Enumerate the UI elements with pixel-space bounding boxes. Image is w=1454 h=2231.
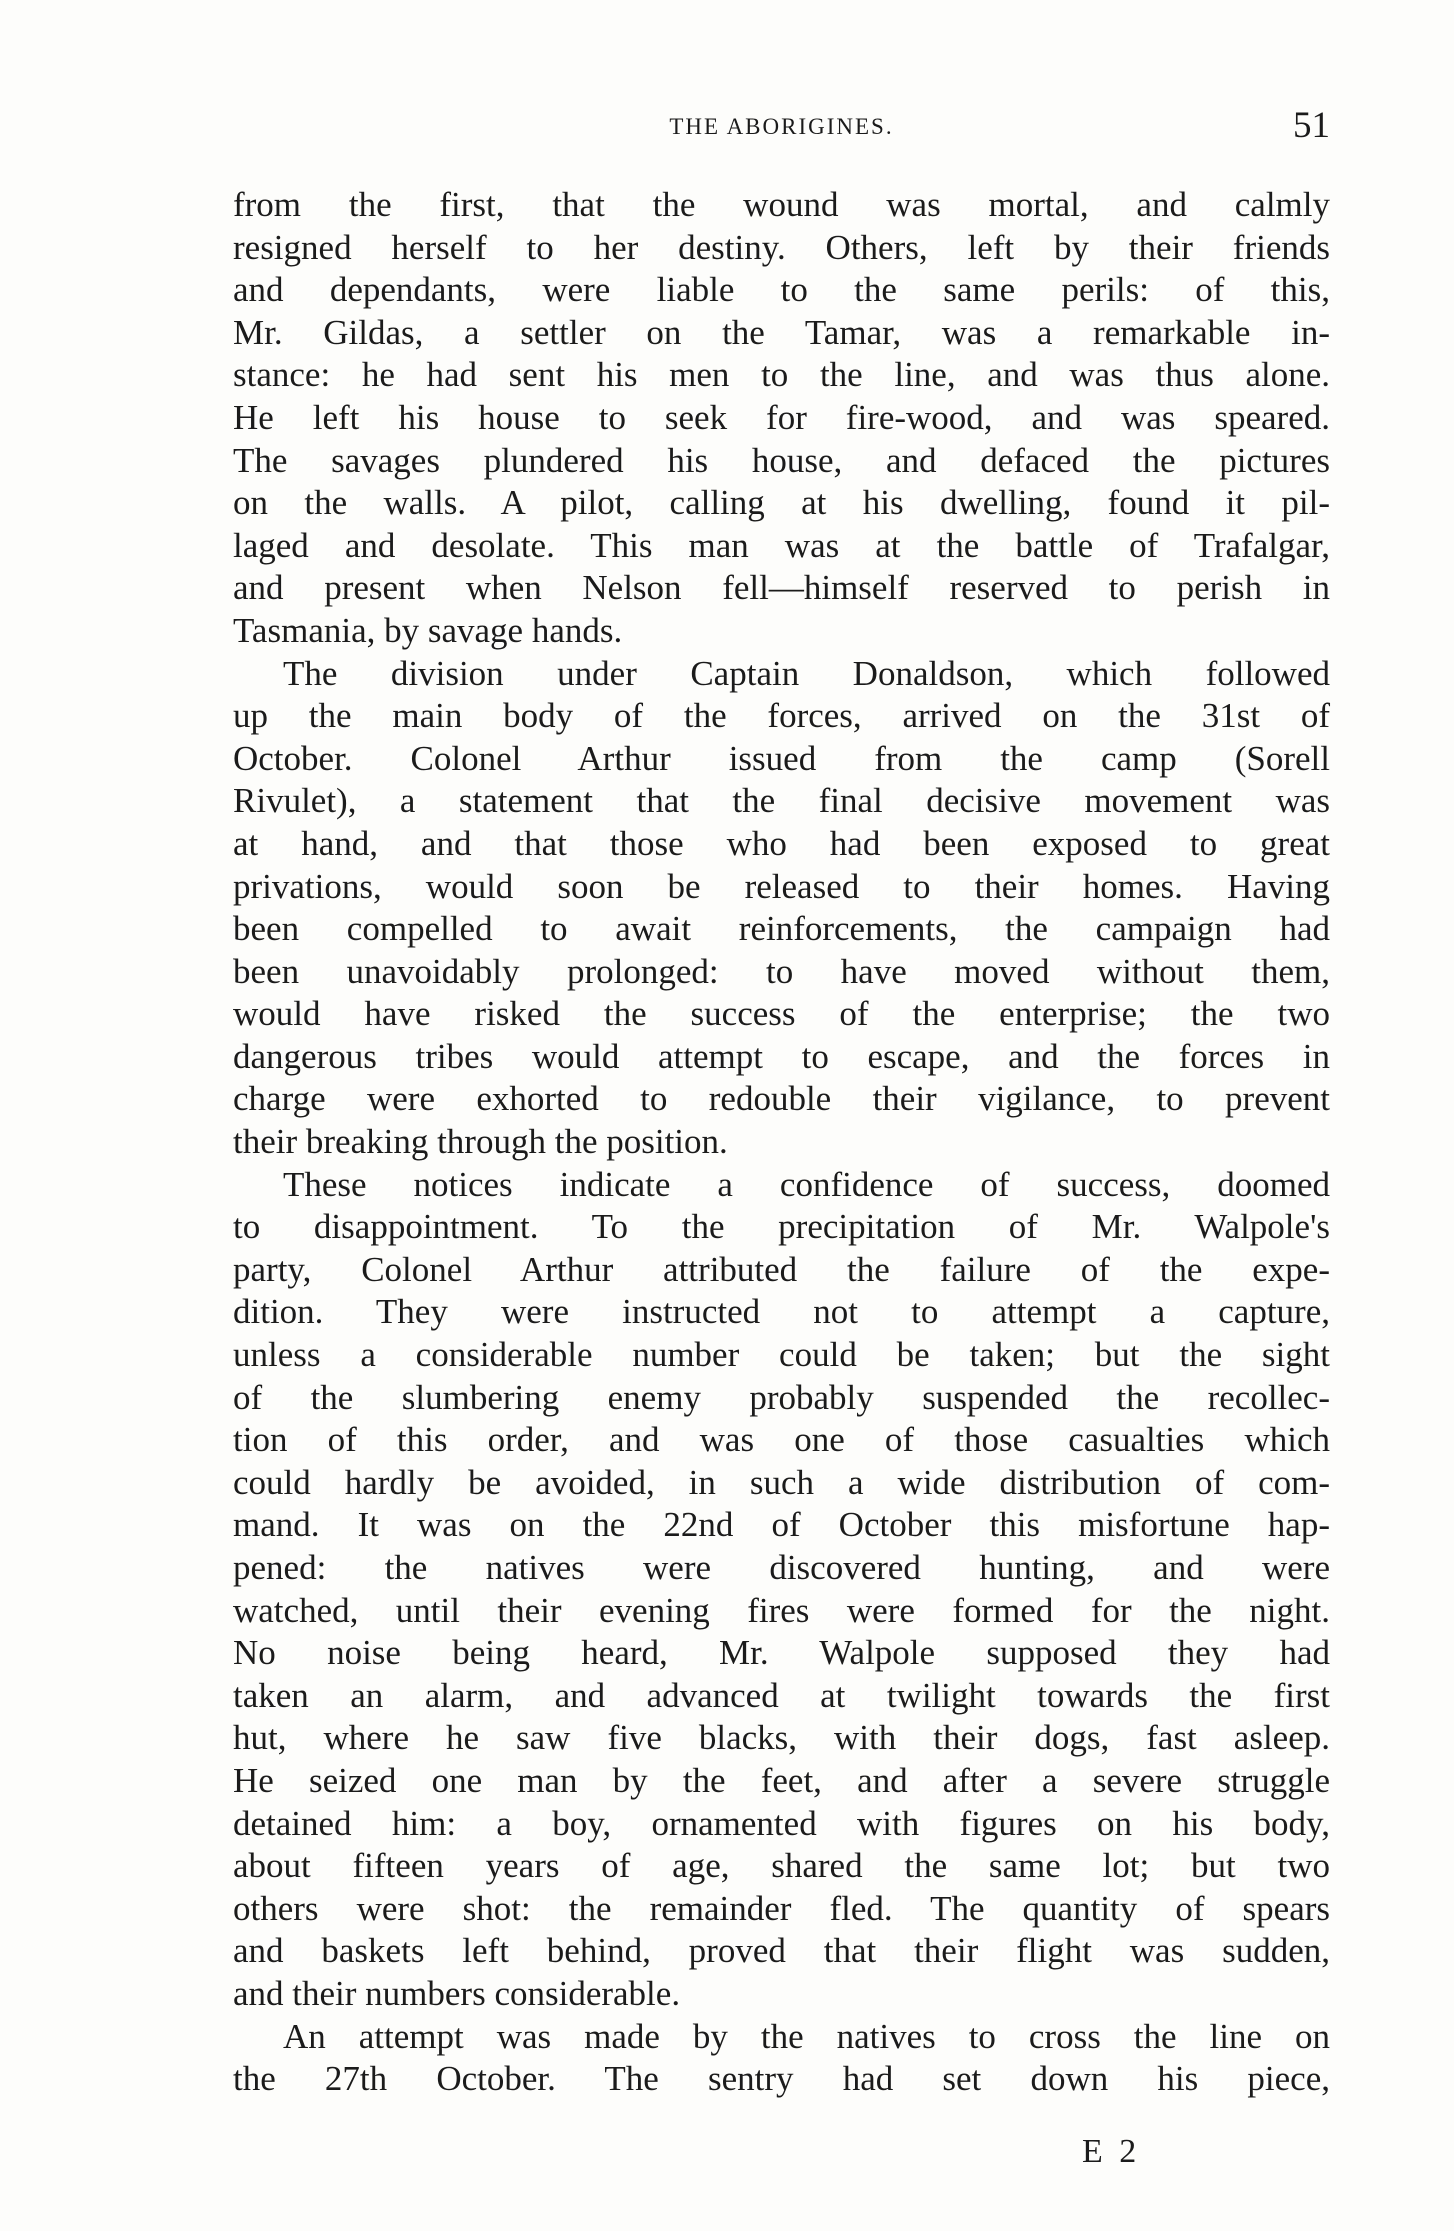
text-line: their breaking through the position. — [233, 1122, 728, 1162]
body-text — [233, 184, 1330, 2101]
text-line: laged and desolate. This man was at the battle of Trafalgar, — [233, 525, 1330, 565]
text-line: at hand, and that those who had been exposed to great — [233, 823, 1330, 863]
signature-mark: E 2 — [1082, 2133, 1141, 2170]
running-title: THE ABORIGINES. — [669, 114, 894, 139]
text-line: dition. They were instructed not to attempt a capture, — [233, 1292, 1330, 1332]
text-line: party, Colonel Arthur attributed the failure of the expe- — [233, 1249, 1330, 1289]
text-line: on the walls. A pilot, calling at his dwelling, found it pil- — [233, 483, 1330, 523]
text-line: others were shot: the remainder fled. The quantity of spears — [233, 1888, 1330, 1928]
text-line: up the main body of the forces, arrived on the 31st of — [233, 696, 1330, 736]
text-line: to disappointment. To the precipitation of Mr. Walpole's — [233, 1207, 1330, 1247]
text-line: and present when Nelson fell—himself reserved to perish in — [233, 568, 1330, 608]
text-line: and baskets left behind, proved that their flight was sudden, — [233, 1931, 1330, 1971]
text-line: detained him: a boy, ornamented with figures on his body, — [233, 1803, 1330, 1843]
text-line: and their numbers considerable. — [233, 1973, 681, 2013]
text-line: and dependants, were liable to the same perils: of this, — [233, 270, 1330, 310]
text-line: been unavoidably prolonged: to have moved without them, — [233, 951, 1330, 991]
text-line: been compelled to await reinforcements, the campaign had — [233, 909, 1330, 949]
text-line: dangerous tribes would attempt to escape, and the forces in — [233, 1036, 1330, 1076]
text-line: mand. It was on the 22nd of October this misfortune hap- — [233, 1505, 1330, 1545]
text-line: unless a considerable number could be taken; but the sight — [233, 1335, 1330, 1375]
text-line: privations, would soon be released to their homes. Having — [233, 866, 1330, 906]
text-line: October. Colonel Arthur issued from the camp (Sorell — [233, 738, 1330, 778]
text-line: Tasmania, by savage hands. — [233, 610, 623, 650]
text-line: watched, until their evening fires were formed for the night. — [233, 1590, 1330, 1630]
text-line: about fifteen years of age, shared the same lot; but two — [233, 1846, 1330, 1886]
page-number: 51 — [1293, 105, 1330, 146]
text-line: Rivulet), a statement that the final decisive movement was — [233, 781, 1330, 821]
paragraph-start-line: An attempt was made by the natives to cross the line on — [283, 2016, 1330, 2056]
text-line: of the slumbering enemy probably suspended the recollec- — [233, 1377, 1330, 1417]
text-line: No noise being heard, Mr. Walpole supposed they had — [233, 1633, 1330, 1673]
text-line: Mr. Gildas, a settler on the Tamar, was a remarkable in- — [233, 312, 1330, 352]
text-line: the 27th October. The sentry had set down his piece, — [233, 2059, 1330, 2099]
text-line: hut, where he saw five blacks, with their dogs, fast asleep. — [233, 1718, 1330, 1758]
text-line: stance: he had sent his men to the line, and was thus alone. — [233, 355, 1330, 395]
text-line: The savages plundered his house, and defaced the pictures — [233, 440, 1330, 480]
text-line: could hardly be avoided, in such a wide distribution of com- — [233, 1462, 1330, 1502]
text-line: pened: the natives were discovered hunting, and were — [233, 1548, 1330, 1587]
text-line: He seized one man by the feet, and after a severe struggle — [233, 1760, 1330, 1800]
text-line: tion of this order, and was one of those casualties which — [233, 1420, 1330, 1460]
running-head — [233, 104, 1330, 144]
paragraph-start-line: These notices indicate a confidence of success, doomed — [283, 1164, 1330, 1204]
text-line: resigned herself to her destiny. Others, left by their friends — [233, 227, 1330, 267]
text-line: would have risked the success of the enterprise; the two — [233, 994, 1330, 1034]
text-line: taken an alarm, and advanced at twilight towards the first — [233, 1675, 1330, 1715]
paragraph-start-line: The division under Captain Donaldson, which followed — [283, 653, 1330, 693]
text-line: from the first, that the wound was mortal, and calmly — [233, 185, 1330, 224]
text-line: charge were exhorted to redouble their vigilance, to prevent — [233, 1079, 1330, 1119]
text-line: He left his house to seek for fire-wood, and was speared. — [233, 397, 1330, 437]
